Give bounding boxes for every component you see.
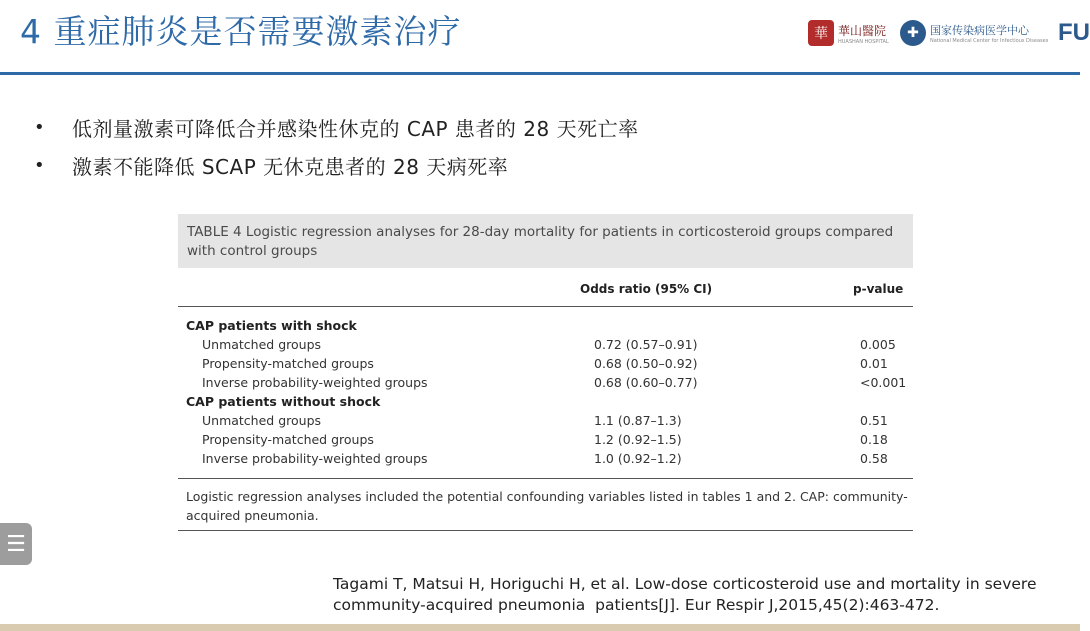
row-label: Inverse probability-weighted groups [202, 451, 428, 466]
title-divider [0, 72, 1080, 75]
table-caption: TABLE 4 Logistic regression analyses for 28-day mortality for patients in corticosteroid groups compared with control groups [187, 224, 894, 259]
huashan-logo-text: 華山醫院 [838, 23, 887, 38]
bullet-text: 激素不能降低 SCAP 无休克患者的 28 天病死率 [72, 154, 509, 179]
row-label: CAP patients with shock [186, 318, 357, 333]
national-center-logo-subtext: National Medical Center for Infectious Diseases [930, 38, 1049, 44]
row-label: CAP patients without shock [186, 394, 381, 409]
slide-header [0, 0, 1090, 74]
table-footnote: Logistic regression analyses included the potential confounding variables listed in tables 1 and 2. CAP: community-acquired pneumonia. [186, 489, 908, 523]
menu-icon: ☰ [6, 531, 26, 557]
column-header-p-value: p-value [853, 282, 904, 296]
row-label: Unmatched groups [202, 337, 322, 352]
fudan-logo-text: FU [1058, 19, 1090, 46]
table-row-group [178, 394, 913, 413]
citation-line-2: community-acquired pneumonia patients[J]. Eur Respir J,2015,45(2):463-472. [333, 596, 940, 614]
table-row [178, 432, 913, 451]
odds-ratio-cell: 1.1 (0.87–1.3) [594, 413, 682, 428]
table-row [178, 337, 913, 356]
p-value-cell: 0.18 [860, 432, 888, 447]
p-value-cell: <0.001 [860, 375, 907, 390]
bottom-bar [0, 624, 1080, 631]
bullet-text: 低剂量激素可降低合并感染性休克的 CAP 患者的 28 天死亡率 [72, 116, 639, 141]
bullet-item [34, 108, 639, 146]
p-value-cell: 0.51 [860, 413, 888, 428]
huashan-seal-icon: 華 [808, 20, 834, 46]
bullet-list [34, 108, 639, 184]
huashan-hospital-logo [808, 16, 889, 50]
citation-line-1: Tagami T, Matsui H, Horiguchi H, et al. Low-dose corticosteroid use and mortality in severe [333, 575, 1037, 593]
p-value-cell: 0.005 [860, 337, 896, 352]
citation [333, 574, 1073, 616]
column-header-odds-ratio: Odds ratio (95% CI) [580, 282, 713, 296]
odds-ratio-cell: 0.68 (0.60–0.77) [594, 375, 698, 390]
odds-ratio-cell: 0.72 (0.57–0.91) [594, 337, 698, 352]
bullet-dot-icon: • [34, 154, 45, 176]
bottom-rule [178, 530, 913, 531]
header-rule [178, 306, 913, 307]
table-row [178, 451, 913, 470]
p-value-cell: 0.01 [860, 356, 888, 371]
huashan-logo-subtext: HUASHAN HOSPITAL [838, 38, 889, 45]
national-center-emblem-icon: ✚ [900, 20, 926, 46]
row-label: Propensity-matched groups [202, 356, 374, 371]
side-menu-button[interactable] [0, 523, 32, 565]
table-caption-box [178, 214, 913, 268]
odds-ratio-cell: 0.68 (0.50–0.92) [594, 356, 698, 371]
p-value-cell: 0.58 [860, 451, 888, 466]
row-label: Inverse probability-weighted groups [202, 375, 428, 390]
fudan-logo [1058, 16, 1090, 50]
table-row [178, 375, 913, 394]
bullet-dot-icon: • [34, 116, 45, 138]
odds-ratio-cell: 1.0 (0.92–1.2) [594, 451, 682, 466]
row-label: Unmatched groups [202, 413, 322, 428]
table-row [178, 356, 913, 375]
table-row [178, 413, 913, 432]
odds-ratio-cell: 1.2 (0.92–1.5) [594, 432, 682, 447]
national-center-logo-text: 国家传染病医学中心 [930, 24, 1029, 37]
row-label: Propensity-matched groups [202, 432, 374, 447]
national-center-logo [900, 16, 1048, 50]
footer-rule [178, 478, 913, 479]
regression-table-figure [178, 214, 913, 532]
bullet-item [34, 146, 639, 184]
table-row-group [178, 318, 913, 337]
slide-title: 4 重症肺炎是否需要激素治疗 [20, 12, 462, 51]
